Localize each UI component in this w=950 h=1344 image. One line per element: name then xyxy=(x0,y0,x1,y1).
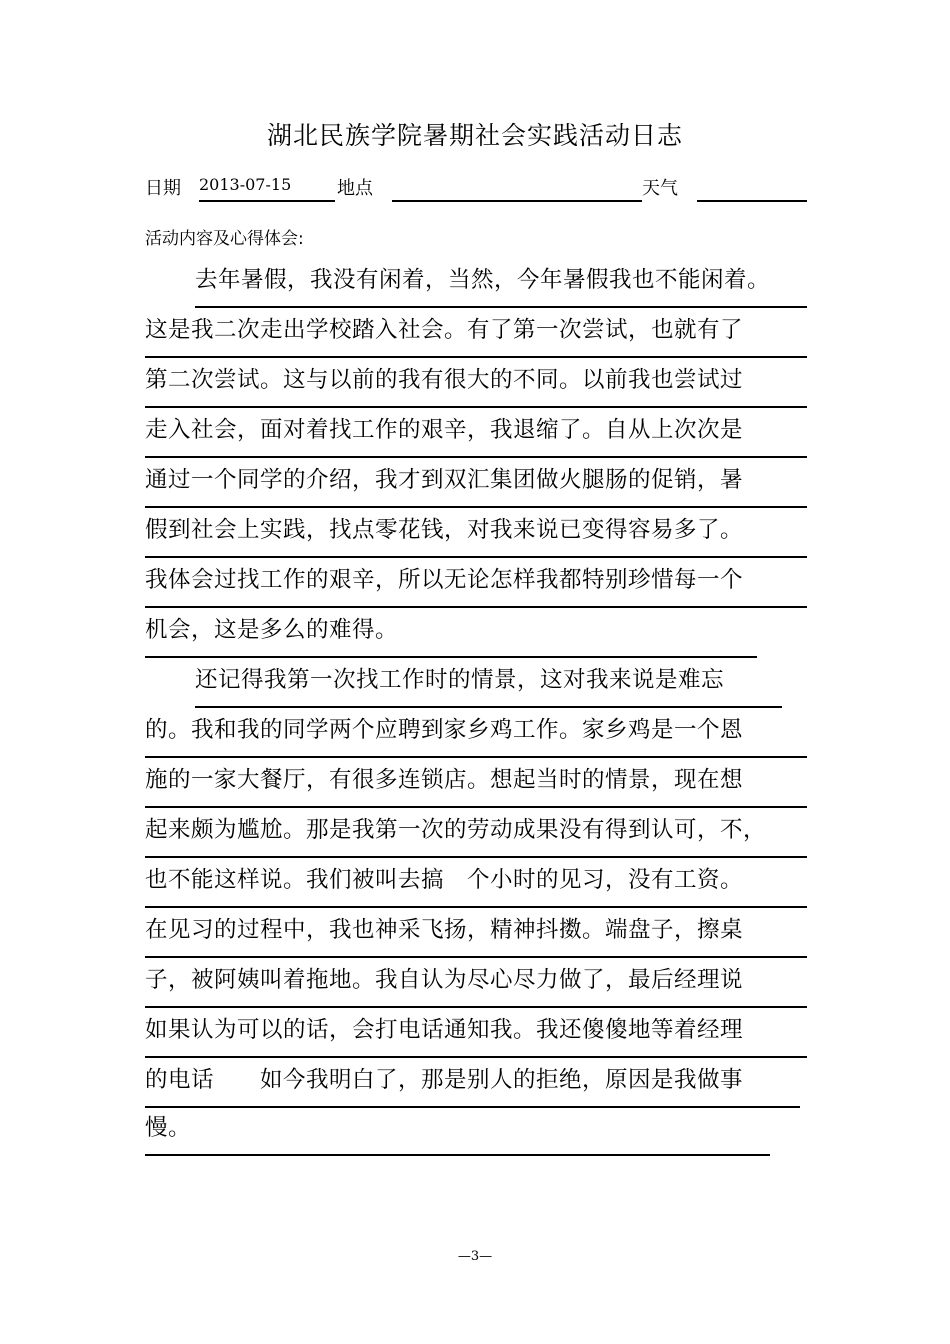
text-line: 施的一家大餐厅，有很多连锁店。想起当时的情景，现在想 xyxy=(145,758,807,808)
content-heading: 活动内容及心得体会: xyxy=(145,229,304,249)
text-line: 去年暑假，我没有闲着，当然，今年暑假我也不能闲着。 xyxy=(195,258,807,308)
weather-label: 天气 xyxy=(642,178,678,199)
text-line: 的。我和我的同学两个应聘到家乡鸡工作。家乡鸡是一个恩 xyxy=(145,708,807,758)
text-line: 这是我二次走出学校踏入社会。有了第一次尝试，也就有了 xyxy=(145,308,807,358)
text-line: 走入社会，面对着找工作的艰辛，我退缩了。自从上次次是 xyxy=(145,408,807,458)
text-line: 通过一个同学的介绍，我才到双汇集团做火腿肠的促销，暑 xyxy=(145,458,807,508)
text-line: 也不能这样说。我们被叫去搞 个小时的见习，没有工资。 xyxy=(145,858,807,908)
page-number: —3— xyxy=(457,1249,493,1264)
text-line: 我体会过找工作的艰辛，所以无论怎样我都特别珍惜每一个 xyxy=(145,558,807,608)
text-line: 子，被阿姨叫着拖地。我自认为尽心尽力做了，最后经理说 xyxy=(145,958,807,1008)
weather-value xyxy=(697,174,807,202)
place-label: 地点 xyxy=(337,178,373,199)
text-line: 在见习的过程中，我也神采飞扬，精神抖擞。端盘子，擦桌 xyxy=(145,908,807,958)
date-label: 日期 xyxy=(145,178,181,199)
text-line: 慢。 xyxy=(145,1106,770,1156)
text-line: 假到社会上实践，找点零花钱，对我来说已变得容易多了。 xyxy=(145,508,807,558)
text-line: 的电话 如今我明白了，那是别人的拒绝，原因是我做事 xyxy=(145,1058,800,1108)
text-line: 机会，这是多么的难得。 xyxy=(145,608,757,658)
document-title: 湖北民族学院暑期社会实践活动日志 xyxy=(266,121,683,150)
text-line: 还记得我第一次找工作时的情景，这对我来说是难忘 xyxy=(195,658,782,708)
text-line: 如果认为可以的话，会打电话通知我。我还傻傻地等着经理 xyxy=(145,1008,807,1058)
text-line: 起来颇为尴尬。那是我第一次的劳动成果没有得到认可，不， xyxy=(145,808,807,858)
date-value: 2013-07-15 xyxy=(199,174,335,202)
text-line: 第二次尝试。这与以前的我有很大的不同。以前我也尝试过 xyxy=(145,358,807,408)
place-value xyxy=(392,174,642,202)
